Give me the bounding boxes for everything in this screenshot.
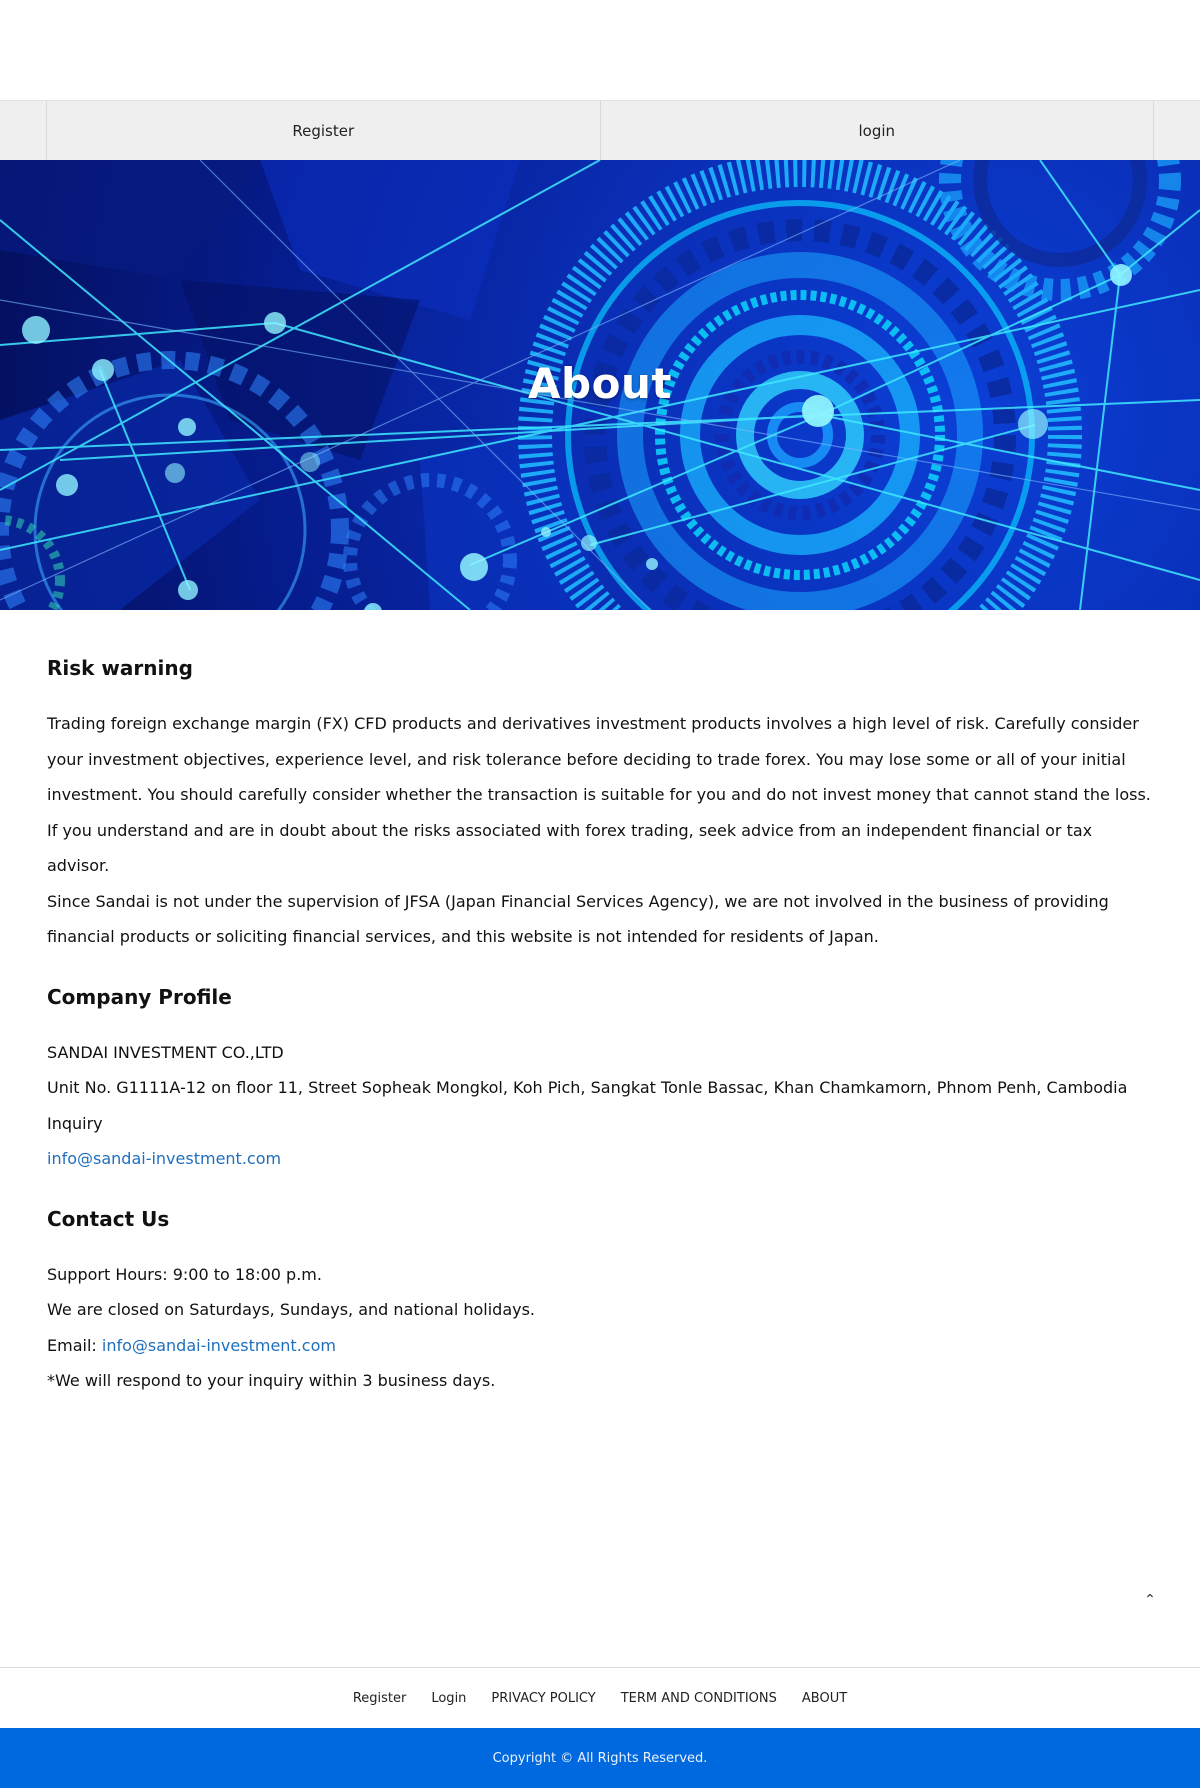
page-title: About bbox=[528, 359, 672, 408]
response-note: *We will respond to your inquiry within 3 business days. bbox=[47, 1371, 496, 1390]
copyright-bar bbox=[0, 1728, 1200, 1788]
contact-us-heading: Contact Us bbox=[47, 1206, 170, 1231]
footer-privacy-link[interactable]: PRIVACY POLICY bbox=[491, 1690, 596, 1706]
top-nav bbox=[0, 100, 1200, 160]
company-email-link[interactable]: info@sandai-investment.com bbox=[47, 1149, 282, 1168]
footer-terms-link[interactable]: TERM AND CONDITIONS bbox=[620, 1690, 777, 1706]
top-nav-inner bbox=[46, 101, 1154, 160]
contact-us-section bbox=[47, 1207, 1153, 1399]
chevron-up-icon: ⌃ bbox=[1144, 1592, 1156, 1608]
inquiry-label: Inquiry bbox=[47, 1113, 103, 1133]
support-hours: Support Hours: 9:00 to 18:00 p.m. bbox=[47, 1264, 322, 1284]
back-to-top-button[interactable] bbox=[1142, 1592, 1158, 1608]
footer-nav bbox=[0, 1667, 1200, 1728]
copyright-text: Copyright © All Rights Reserved. bbox=[492, 1750, 708, 1766]
contact-us-text bbox=[47, 1257, 1153, 1399]
company-profile-section bbox=[47, 985, 1153, 1177]
risk-warning-heading: Risk warning bbox=[47, 656, 193, 680]
contact-email-link[interactable]: info@sandai-investment.com bbox=[101, 1335, 336, 1355]
risk-warning-text bbox=[47, 706, 1153, 955]
nav-register-link[interactable]: Register bbox=[292, 121, 355, 140]
risk-paragraph: Trading foreign exchange margin (FX) CFD products and derivatives investment products involves a high level of risk. Carefully consider your investment objectives, experience level, and risk tolerance before deciding to trade forex. You may lose some or all of your initial investment. You should carefully consider whether the transaction is suitable for you and do not invest money that cannot stand the loss. If you understand and are in doubt about the risks associated with forex trading, seek advice from an independent financial or tax advisor. bbox=[47, 714, 1151, 875]
company-profile-text bbox=[47, 1035, 1153, 1177]
closed-days: We are closed on Saturdays, Sundays, and national holidays. bbox=[47, 1300, 536, 1319]
company-name: SANDAI INVESTMENT CO.,LTD bbox=[47, 1042, 284, 1062]
header-blank-area bbox=[0, 0, 1200, 100]
company-profile-heading: Company Profile bbox=[47, 984, 232, 1009]
footer-about-link[interactable]: ABOUT bbox=[801, 1690, 848, 1706]
risk-paragraph: Since Sandai is not under the supervision of JFSA (Japan Financial Services Agency), we are not involved in the business of providing financial products or soliciting financial services, and this website is not intended for residents of Japan. bbox=[47, 891, 1109, 946]
risk-warning-section bbox=[47, 656, 1153, 955]
nav-login-link[interactable]: login bbox=[600, 101, 1154, 160]
main-content bbox=[0, 610, 1200, 1399]
company-address: Unit No. G1111A-12 on floor 11, Street Sopheak Mongkol, Koh Pich, Sangkat Tonle Bassac, Khan Chamkamorn, Phnom Penh, Cambodia bbox=[47, 1078, 1128, 1097]
footer-register-link[interactable]: Register bbox=[352, 1690, 407, 1706]
contact-email-label: Email: bbox=[47, 1335, 97, 1355]
contact-email-line bbox=[47, 1328, 1153, 1364]
hero-banner bbox=[0, 160, 1200, 610]
footer-login-link[interactable]: Login bbox=[431, 1690, 467, 1706]
